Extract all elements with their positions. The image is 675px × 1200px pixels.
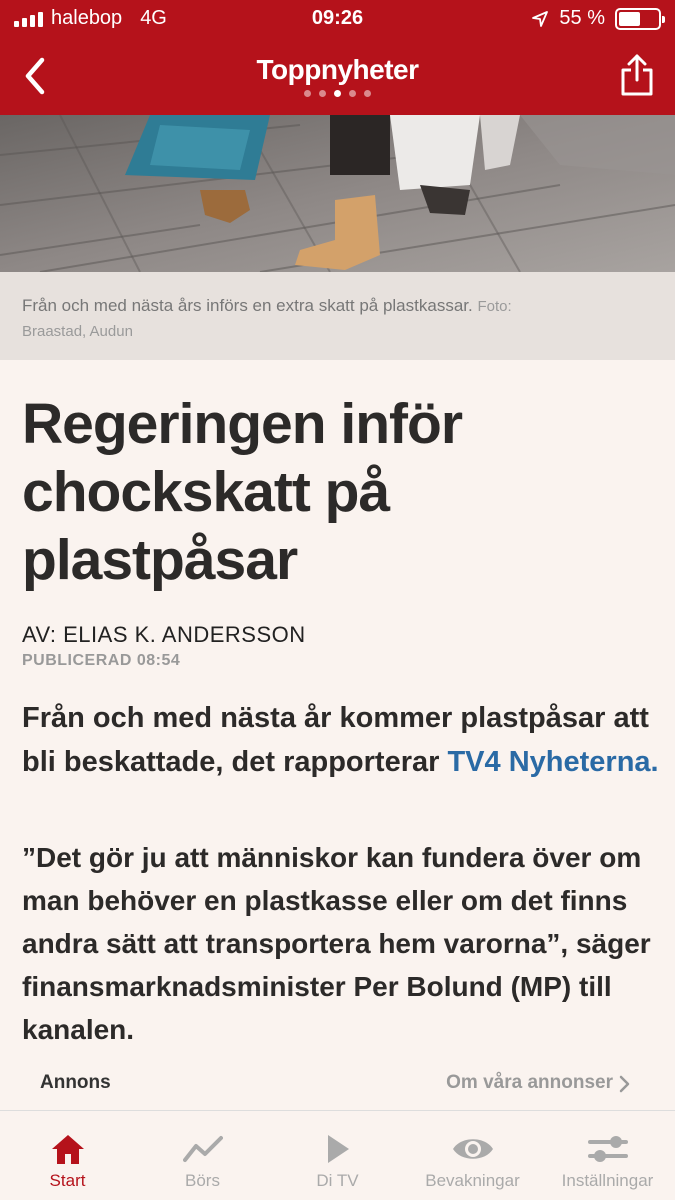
ad-row <box>0 1064 675 1104</box>
tab-label: Bevakningar <box>425 1171 520 1190</box>
page-title: Toppnyheter <box>256 54 419 85</box>
pager-dot <box>304 90 311 97</box>
about-ads-link[interactable] <box>446 1072 631 1094</box>
pager-dot <box>364 90 371 97</box>
network-type: 4G <box>140 7 167 29</box>
chart-line-icon <box>183 1134 223 1164</box>
publish-time: PUBLICERAD 08:54 <box>22 652 181 669</box>
battery-percent: 55 % <box>559 7 605 29</box>
tab-bors[interactable] <box>135 1111 270 1200</box>
article-lead <box>22 696 662 784</box>
pager-dot <box>334 90 341 97</box>
location-arrow-icon <box>531 10 549 28</box>
chevron-right-icon <box>619 1075 631 1093</box>
caption-text: Från och med nästa års införs en extra skatt på plastkassar. <box>22 296 473 315</box>
photo-caption <box>0 272 675 360</box>
tab-bar <box>0 1110 675 1200</box>
share-button[interactable] <box>619 52 655 98</box>
carrier-name: halebop <box>51 7 123 29</box>
sliders-icon <box>588 1133 628 1165</box>
page-indicator <box>0 90 675 97</box>
tab-bevakningar[interactable] <box>405 1111 540 1200</box>
battery-icon <box>615 8 661 30</box>
home-icon <box>50 1132 86 1166</box>
status-bar <box>0 0 675 36</box>
tab-label: Inställningar <box>561 1171 654 1190</box>
pager-dot <box>319 90 326 97</box>
article-author: AV: ELIAS K. ANDERSSON <box>22 622 306 647</box>
photo-credit-label: Foto: <box>477 298 512 315</box>
play-icon <box>325 1133 351 1165</box>
tab-label: Börs <box>185 1171 220 1190</box>
clock: 09:26 <box>311 7 364 29</box>
photo-image <box>0 115 675 272</box>
photo-credit-name: Braastad, Audun <box>22 323 133 340</box>
tv4-link[interactable]: TV4 Nyheterna. <box>447 746 659 778</box>
top-bar <box>0 0 675 115</box>
lead-text: Från och med nästa år kommer plastpåsar att bli beskattade, det rapporterar <box>22 702 649 778</box>
tab-di-tv[interactable] <box>270 1111 405 1200</box>
ad-label: Annons <box>40 1072 111 1093</box>
article-body: ”Det gör ju att människor kan fundera över om man behöver en plastkasse eller om det finns andra sätt att transportera hem varorna”, säger finansmarknadsminister Per Bolund (MP) till kanalen. <box>22 842 651 1045</box>
eye-icon <box>451 1134 495 1164</box>
navigation-bar <box>0 40 675 110</box>
article-headline: Regeringen inför chockskatt på plastpåsar <box>22 392 463 592</box>
article-photo[interactable] <box>0 115 675 272</box>
tab-start[interactable] <box>0 1111 135 1200</box>
pager-dot <box>349 90 356 97</box>
tab-label: Start <box>49 1171 86 1190</box>
tab-installningar[interactable] <box>540 1111 675 1200</box>
tab-label: Di TV <box>316 1171 359 1190</box>
about-ads-label: Om våra annonser <box>446 1072 613 1093</box>
share-icon <box>619 52 655 98</box>
